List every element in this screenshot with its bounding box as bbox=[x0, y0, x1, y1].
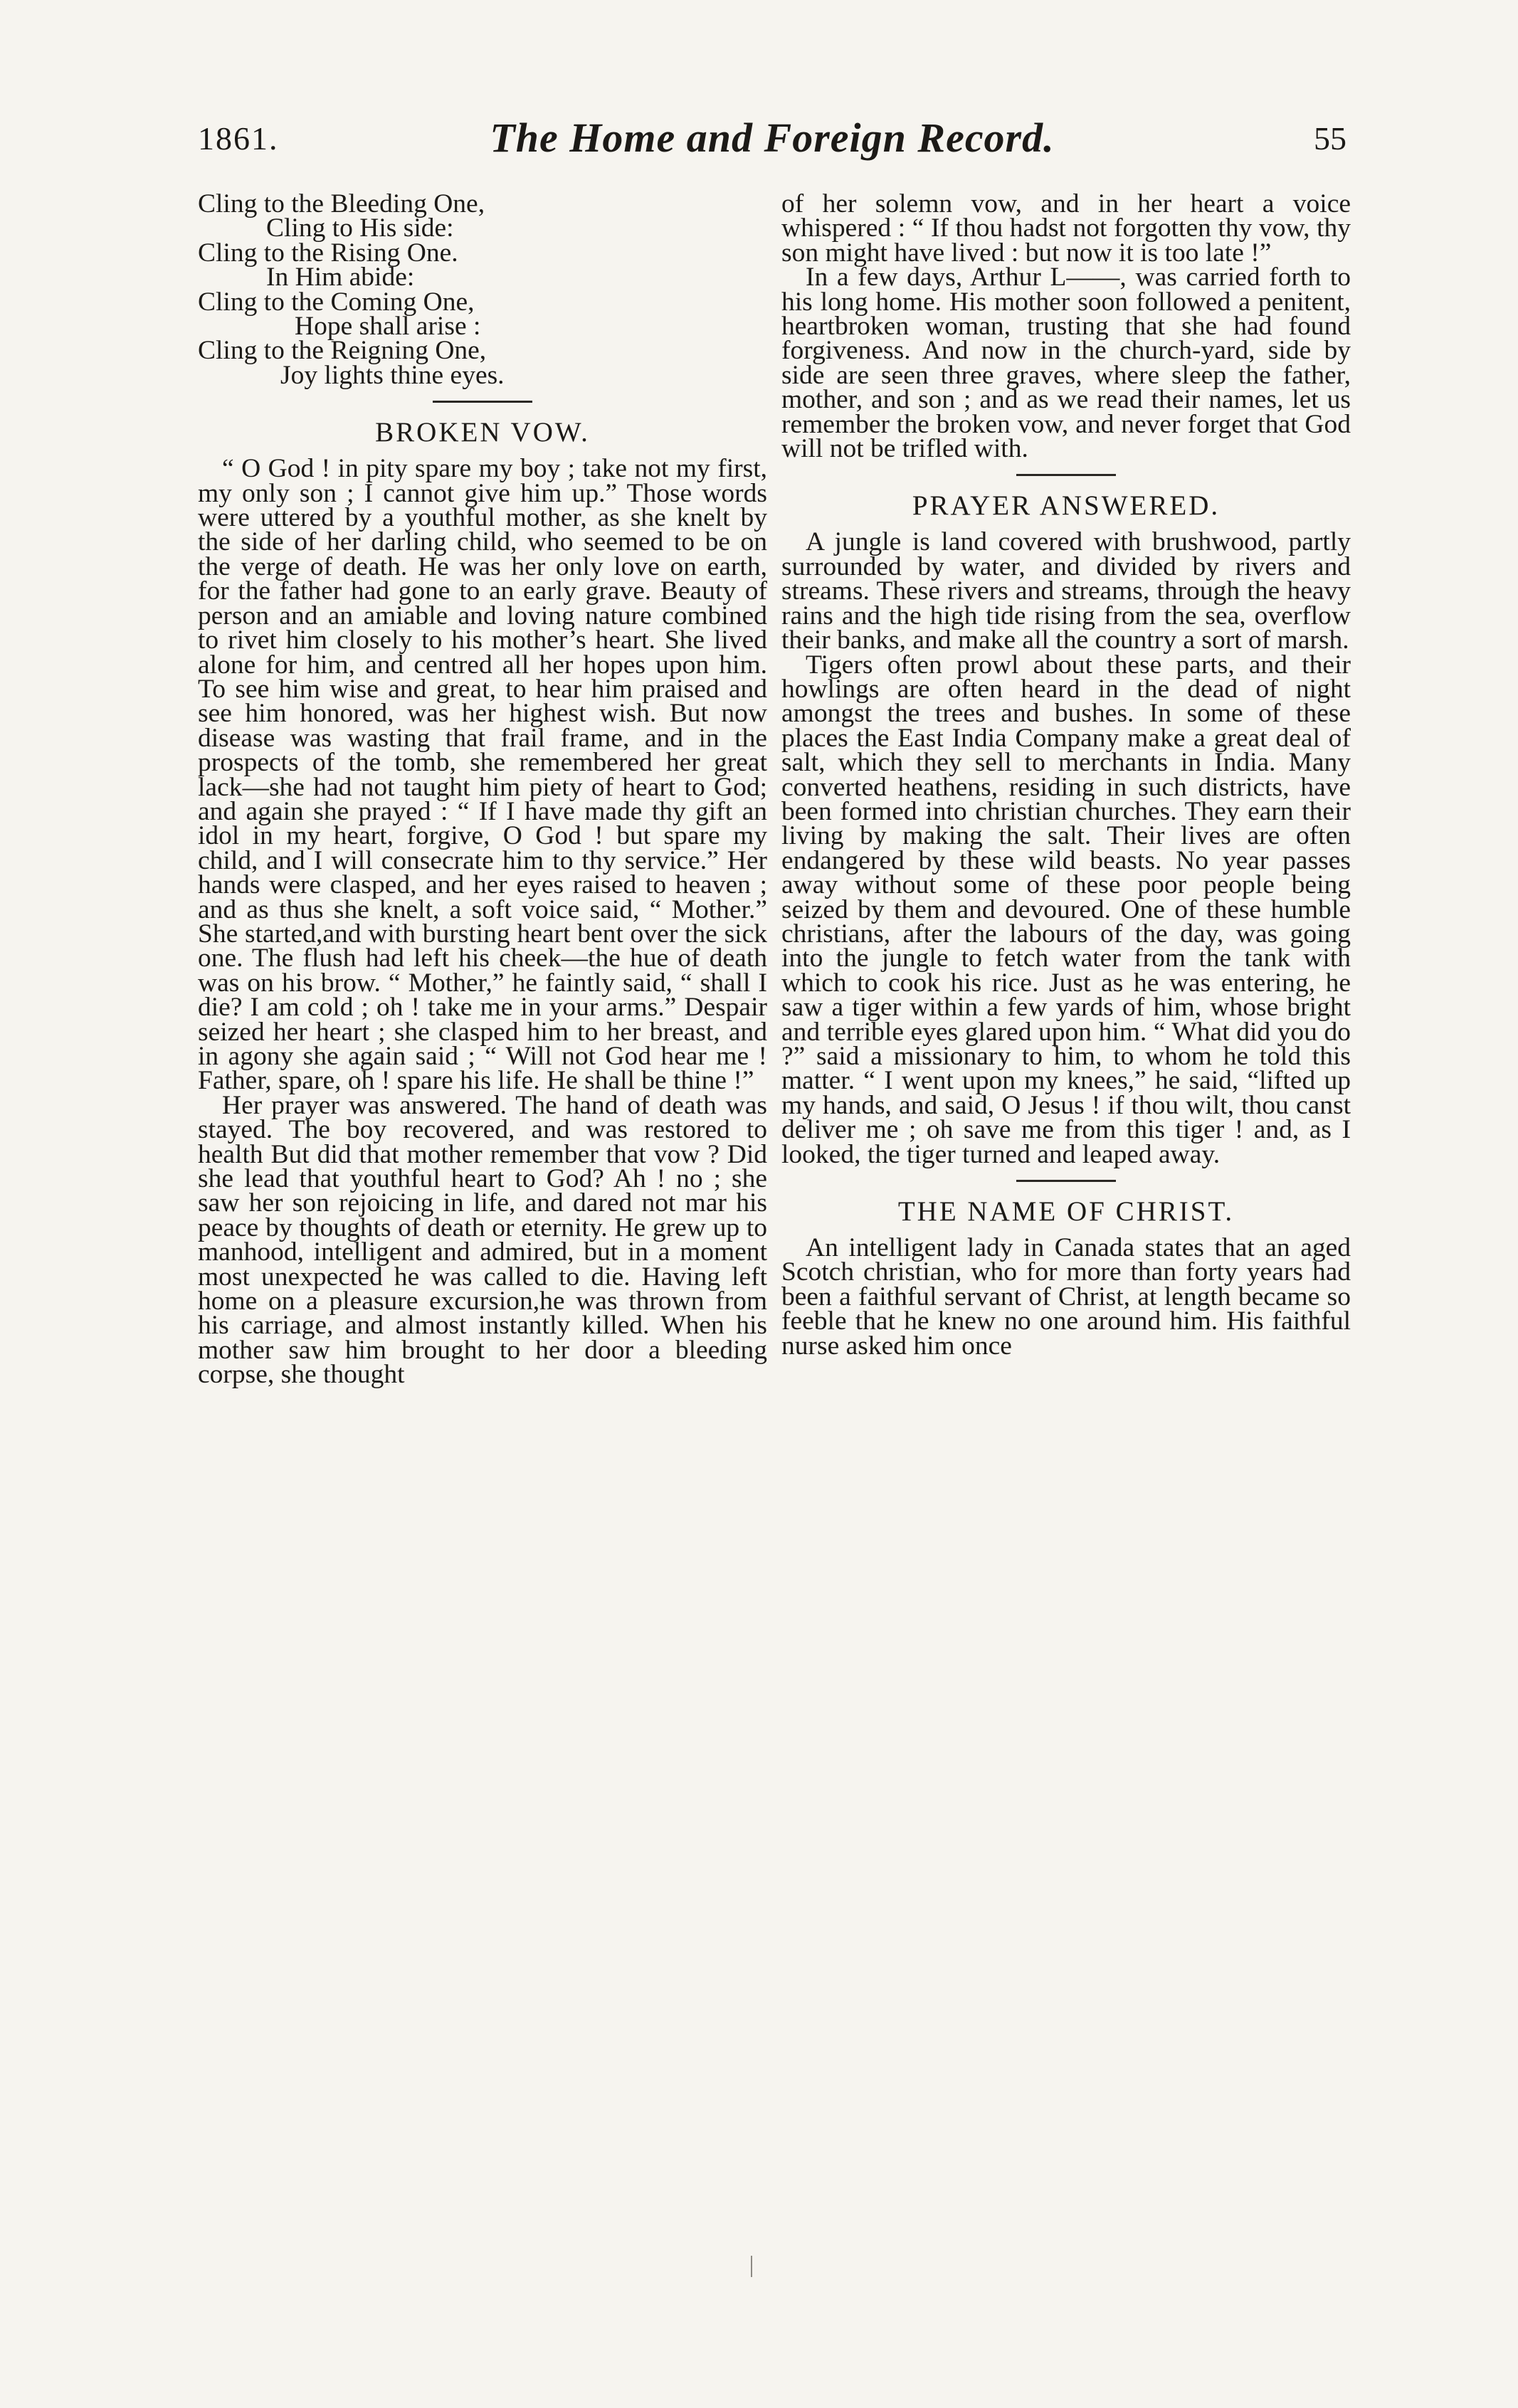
paragraph: An intelligent lady in Canada states that an aged Scotch christian, who for more than forty years had been a faithful servant of Christ, at length became so feeble that he knew no one around him. His faithful nurse asked him once bbox=[781, 1233, 1351, 1361]
paragraph-continuation: of her solemn vow, and in her heart a voice whispered : “ If thou hadst not forgotten thy vow, thy son might have lived : but now it is too late !” bbox=[781, 189, 1351, 268]
right-column bbox=[781, 189, 1351, 1361]
left-column bbox=[198, 189, 767, 1390]
paragraph: “ O God ! in pity spare my boy ; take not my first, my only son ; I cannot give him up.” Those words were uttered by a youthful mother, as she knelt by the side of her darling child, who seemed to be on the verge of death. He was her only love on earth, for the father had gone to an early grave. Beauty of person and an amiable and loving nature combined to rivet him closely to his mother’s heart. She lived alone for him, and centred all her hopes upon him. To see him wise and great, to hear him praised and see him honored, was her highest wish. But now disease was wasting that frail frame, and in the prospects of the tomb, she remembered her great lack—she had not taught him piety of heart to God; and again she prayed : “ If I have made thy gift an idol in my heart, forgive, O God ! but spare my child, and I will consecrate him to thy service.” Her hands were clasped, and her eyes raised to heaven ; and as thus she knelt, a soft voice said, “ Mother.” She started,and with bursting heart bent over the sick one. The flush had left his cheek—the hue of death was on his brow. “ Mother,” he faintly said, “ shall I die? I am cold ; oh ! take me in your arms.” Despair seized her heart ; she clasped him to her breast, and in agony she again said ; “ Will not God hear me ! Father, spare, oh ! spare his life. He shall be thine !” bbox=[198, 454, 767, 1096]
poem-line: Cling to the Coming One, bbox=[198, 287, 475, 317]
poem-line: Cling to the Reigning One, bbox=[198, 336, 487, 366]
poem bbox=[198, 189, 767, 390]
section-divider bbox=[1016, 474, 1116, 476]
page-number: 55 bbox=[1314, 120, 1346, 157]
section-divider bbox=[433, 401, 532, 403]
poem-line: Cling to His side: bbox=[266, 213, 454, 243]
poem-line: Cling to the Bleeding One, bbox=[198, 189, 485, 218]
poem-line: In Him abide: bbox=[266, 263, 415, 292]
header-year: 1861. bbox=[198, 120, 279, 157]
heading-broken-vow: BROKEN VOW. bbox=[375, 417, 590, 448]
paragraph: Tigers often prowl about these parts, and their howlings are often heard in the dead of night amongst the trees and bushes. In some of these places the East India Company make a great deal of salt, which they sell to merchants in India. Many converted heathens, residing in such districts, have been formed into christian churches. They earn their living by making the salt. Their lives are often endangered by these wild beasts. No year passes away without some of these poor people being seized by them and devoured. One of these humble christians, after the labours of the day, was going into the jungle to fetch water from the tank with which to cook his rice. Just as he was entering, he saw a tiger within a few yards of him, whose bright and terrible eyes glared upon him. “ What did you do ?” said a missionary to him, to whom he told this matter. “ I went upon my knees,” he said, “lifted up my hands, and said, O Jesus ! if thou wilt, thou canst deliver me ; oh save me from this tiger ! and, as I looked, the tiger turned and leaped away. bbox=[781, 650, 1351, 1169]
section-divider bbox=[1016, 1180, 1116, 1182]
poem-line: Hope shall arise : bbox=[295, 312, 481, 342]
paragraph: In a few days, Arthur L——, was carried forth to his long home. His mother soon followed a penitent, heartbroken woman, trusting that she had found forgiveness. And now in the church-yard, side by side are seen three graves, where sleep the father, mother, and son ; and as we read their names, let us remember the broken vow, and never forget that God will not be trifled with. bbox=[781, 263, 1351, 464]
print-mark bbox=[751, 2256, 752, 2277]
header-title: The Home and Foreign Record. bbox=[490, 115, 1055, 161]
running-header bbox=[192, 114, 1352, 171]
paragraph: A jungle is land covered with brushwood, partly surrounded by water, and divided by rivers and streams. These rivers and streams, through the heavy rains and the high tide rising from the sea, overflow their banks, and make all the country a sort of marsh. bbox=[781, 527, 1351, 655]
heading-prayer-answered: PRAYER ANSWERED. bbox=[912, 490, 1221, 522]
poem-line: Joy lights thine eyes. bbox=[280, 360, 505, 390]
poem-line: Cling to the Rising One. bbox=[198, 238, 458, 268]
paragraph: Her prayer was answered. The hand of death was stayed. The boy recovered, and was restored to health But did that mother remember that vow ? Did she lead that youthful heart to God? Ah ! no ; she saw her son rejoicing in life, and dared not mar his peace by thoughts of death or eternity. He grew up to manhood, intelligent and admired, but in a moment most unexpected he was called to die. Having left home on a pleasure excursion,he was thrown from his carriage, and almost instantly killed. When his mother saw him brought to her door a bleeding corpse, she thought bbox=[198, 1090, 767, 1390]
heading-name-of-christ: THE NAME OF CHRIST. bbox=[897, 1196, 1235, 1227]
